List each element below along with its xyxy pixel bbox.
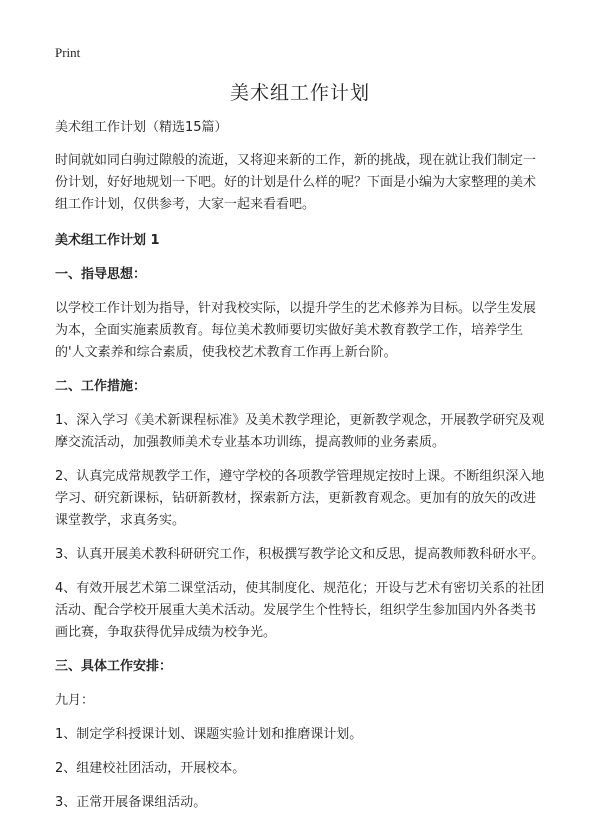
- task-item: 3、正常开展备课组活动。: [55, 795, 207, 810]
- measure-item: 3、认真开展美术教科研研究工作，积极撰写教学论文和反思，提高教师教科研水平。: [55, 547, 545, 562]
- measure-item: 4、有效开展艺术第二课堂活动，使其制度化、规范化；开设与艺术有密切关系的社团活动、配合学校开展重大美术活动。发展学生个性特长，组织学生参加国内外各类书画比赛，争取获得优异成绩为校争光。: [55, 581, 545, 640]
- page-title: 美术组工作计划: [229, 82, 370, 104]
- task-item: 1、制定学科授课计划、课题实验计划和推磨课计划。: [55, 727, 363, 742]
- guiding-ideology-paragraph: 以学校工作计划为指导，针对我校实际，以提升学生的艺术修养为目标。以学生发展为本，全面实施素质教育。每位美术教师要切实做好美术教育教学工作，培养学生的'人文素养和综合素质，使我校艺术教育工作再上新台阶。: [55, 301, 537, 360]
- measure-item: 2、认真完成常规教学工作，遵守学校的各项教学管理规定按时上课。不断组织深入地学习、研究新课标，钻研新教材，探索新方法，更新教育观念。更加有的放矢的改进课堂教学，求真务实。: [55, 469, 545, 528]
- task-item: 2、组建校社团活动，开展校本。: [55, 761, 246, 776]
- section-heading-measures: 二、工作措施：: [55, 379, 147, 394]
- measure-item: 1、深入学习《美术新课程标准》及美术教学理论，更新教学观念，开展教学研究及观摩交流活动，加强教师美术专业基本功训练，提高教师的业务素质。: [55, 413, 545, 450]
- section-heading-schedule: 三、具体工作安排：: [55, 659, 173, 674]
- plan-title: 美术组工作计划 1: [55, 233, 160, 248]
- article-body: [55, 117, 547, 826]
- intro-paragraph: 时间就如同白驹过隙般的流逝，又将迎来新的工作，新的挑战，现在就让我们制定一份计划，好好地规划一下吧。好的计划是什么样的呢？下面是小编为大家整理的美术组工作计划，仅供参考，大家一起来看看吧。: [55, 153, 537, 212]
- section-heading-guiding-ideology: 一、指导思想：: [55, 267, 147, 282]
- print-link[interactable]: Print: [55, 45, 81, 60]
- month-label: 九月：: [55, 693, 95, 708]
- article-subtitle: 美术组工作计划（精选15篇）: [55, 120, 228, 135]
